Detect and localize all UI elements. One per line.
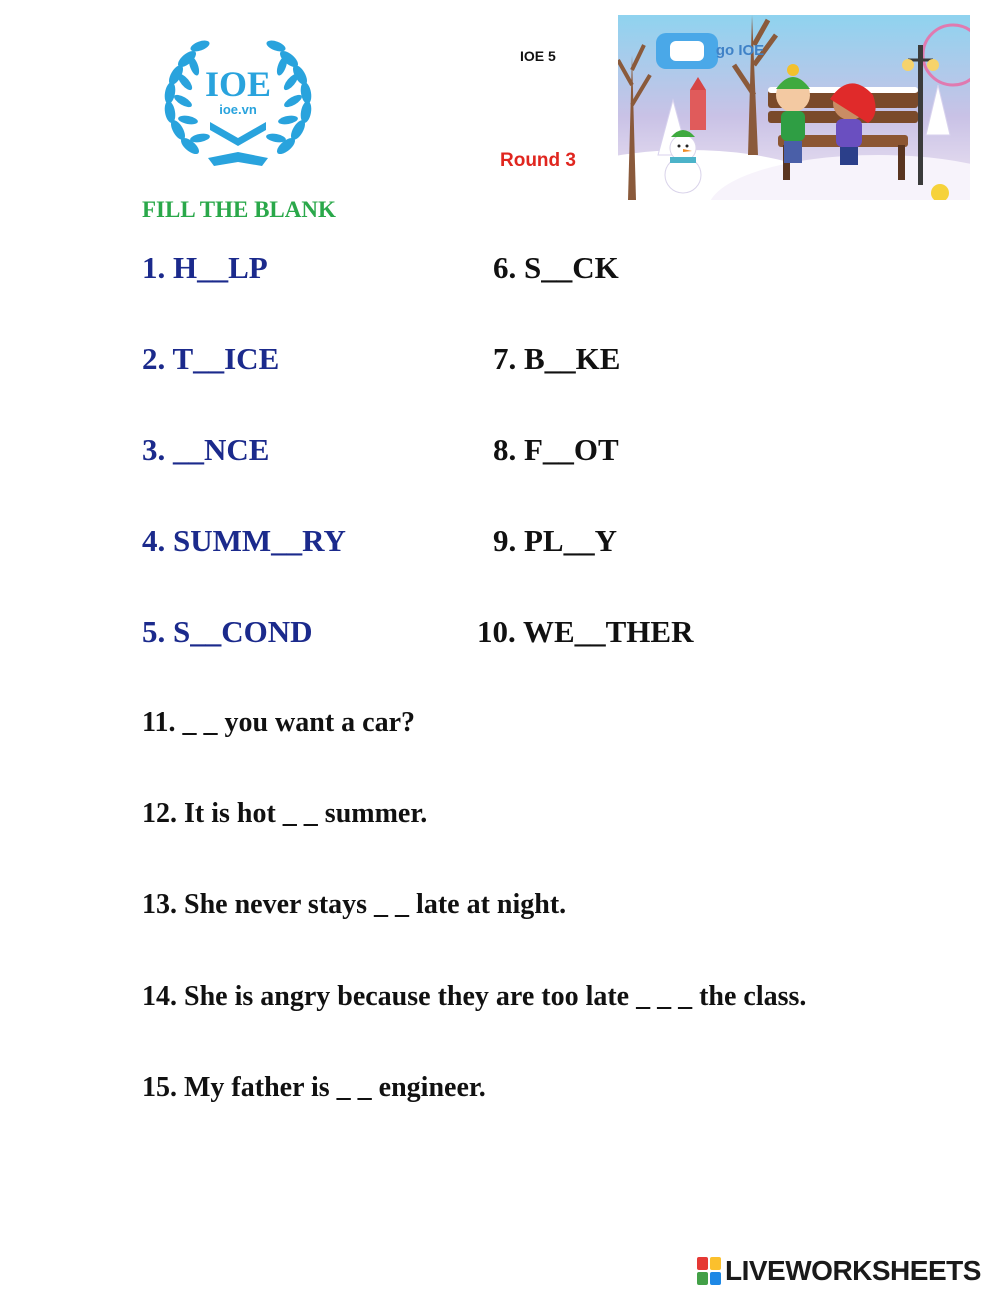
word-item-4: 4. SUMM__RY bbox=[142, 523, 346, 558]
sentence-item-15: 15. My father is _ _ engineer. bbox=[142, 1072, 486, 1103]
word-item-6: 6. S__CK bbox=[493, 250, 619, 285]
winter-scene-image bbox=[618, 15, 970, 200]
word-item-3: 3. __NCE bbox=[142, 432, 270, 467]
laurel-icon bbox=[160, 34, 316, 172]
ioe-logo bbox=[160, 34, 316, 172]
svg-text:ioe.vn: ioe.vn bbox=[219, 102, 257, 117]
round-label: Round 3 bbox=[500, 150, 576, 171]
word-item-10: 10. WE__THER bbox=[477, 614, 694, 649]
sentence-item-14: 14. She is angry because they are too late _ _ _ the class. bbox=[142, 981, 807, 1012]
svg-text:go IOE: go IOE bbox=[715, 42, 765, 59]
sentence-item-13: 13. She never stays _ _ late at night. bbox=[142, 889, 567, 920]
section-heading: FILL THE BLANK bbox=[142, 197, 336, 222]
sentence-item-11: 11. _ _ you want a car? bbox=[142, 707, 415, 738]
brand-name: LIVEWORKSHEETS bbox=[725, 1255, 981, 1286]
word-item-2: 2. T__ICE bbox=[142, 341, 280, 376]
liveworksheets-brand bbox=[697, 1255, 981, 1287]
worksheet-title: IOE 5 bbox=[520, 48, 556, 64]
sentence-item-12: 12. It is hot _ _ summer. bbox=[142, 798, 428, 829]
svg-text:IOE: IOE bbox=[204, 64, 272, 104]
word-item-1: 1. H__LP bbox=[142, 250, 268, 285]
word-item-8: 8. F__OT bbox=[493, 432, 619, 467]
liveworksheets-logo-icon bbox=[697, 1257, 721, 1285]
word-item-9: 9. PL__Y bbox=[493, 523, 617, 558]
word-item-7: 7. B__KE bbox=[493, 341, 621, 376]
word-item-5: 5. S__COND bbox=[142, 614, 313, 649]
